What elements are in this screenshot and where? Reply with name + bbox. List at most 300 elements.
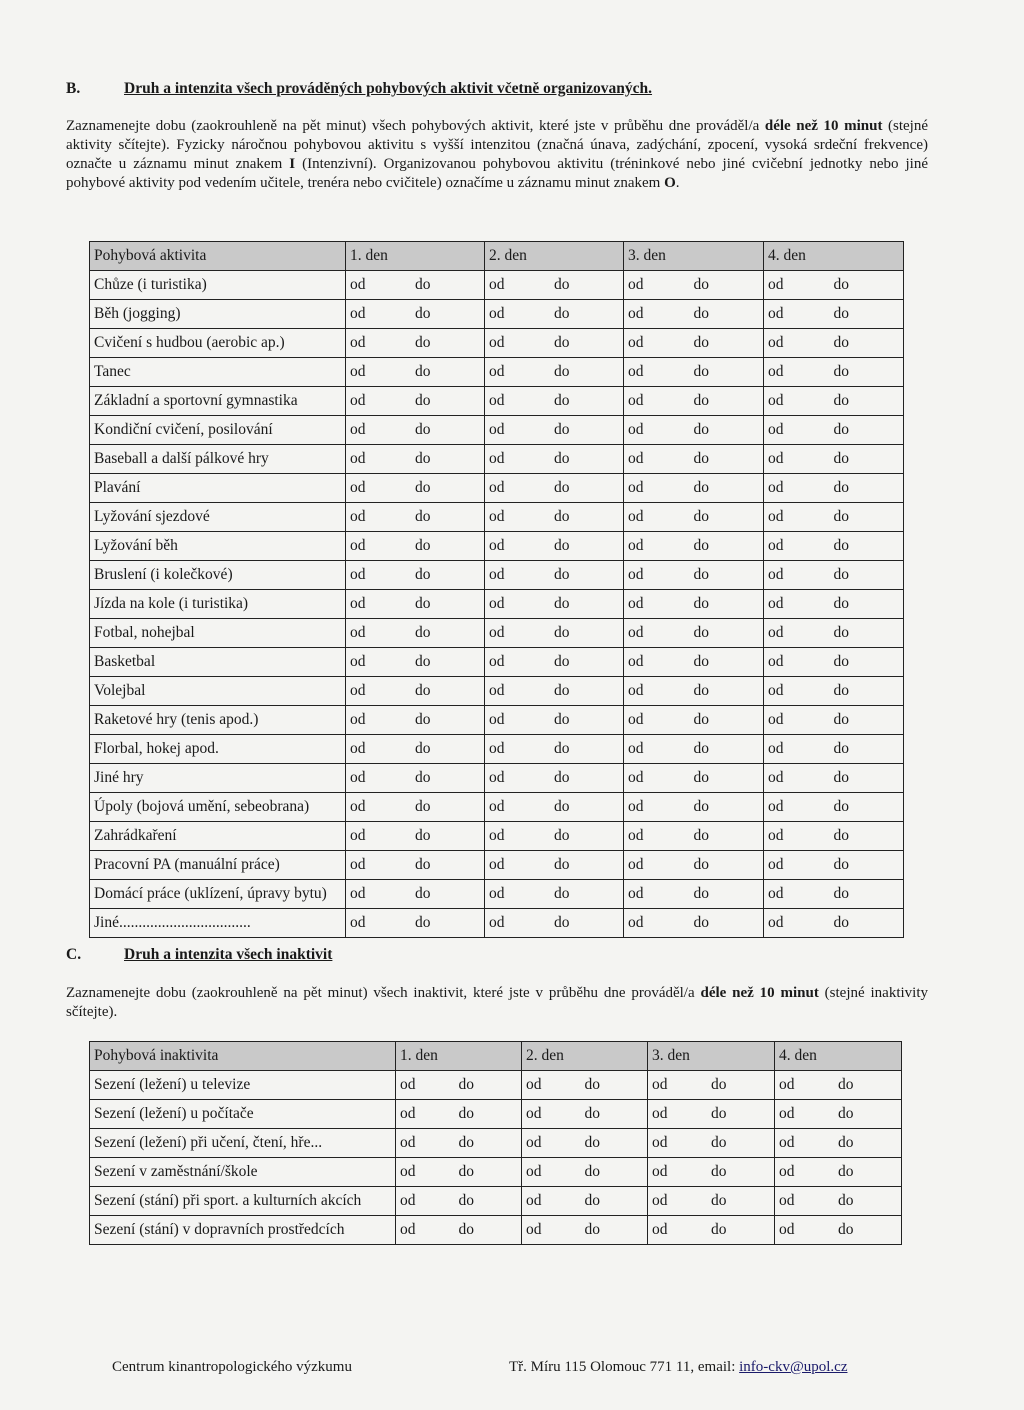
time-entry-day-3[interactable] xyxy=(624,764,764,793)
time-entry-day-4[interactable] xyxy=(764,909,904,938)
to-label: do xyxy=(833,827,849,844)
time-entry-day-3[interactable] xyxy=(624,358,764,387)
to-label: do xyxy=(711,1105,727,1122)
table-row xyxy=(90,909,904,938)
time-entry-day-2[interactable] xyxy=(522,1129,648,1158)
time-entry-day-1[interactable] xyxy=(396,1129,522,1158)
to-label: do xyxy=(554,653,570,670)
from-label: od xyxy=(526,1163,542,1180)
time-entry-day-2[interactable] xyxy=(485,271,624,300)
from-label: od xyxy=(628,392,644,409)
column-header-activity: Pohybová aktivita xyxy=(90,242,346,271)
from-label: od xyxy=(779,1076,795,1093)
time-entry-day-2[interactable] xyxy=(485,677,624,706)
from-label: od xyxy=(489,856,505,873)
time-entry-day-3[interactable] xyxy=(648,1071,775,1100)
from-label: od xyxy=(768,421,784,438)
to-label: do xyxy=(693,682,709,699)
table-row xyxy=(90,735,904,764)
to-label: do xyxy=(554,711,570,728)
time-entry-day-4[interactable] xyxy=(764,880,904,909)
to-label: do xyxy=(554,595,570,612)
time-entry-day-3[interactable] xyxy=(624,909,764,938)
from-label: od xyxy=(350,711,366,728)
to-label: do xyxy=(693,334,709,351)
to-label: do xyxy=(833,450,849,467)
to-label: do xyxy=(693,421,709,438)
time-entry-day-4[interactable] xyxy=(764,822,904,851)
time-entry-day-3[interactable] xyxy=(624,735,764,764)
time-entry-day-1[interactable] xyxy=(346,532,485,561)
section-c-title: Druh a intenzita všech inaktivit xyxy=(124,946,333,963)
to-label: do xyxy=(415,798,431,815)
to-label: do xyxy=(833,479,849,496)
from-label: od xyxy=(350,363,366,380)
from-label: od xyxy=(526,1192,542,1209)
activity-table xyxy=(89,241,904,938)
time-entry-day-1[interactable] xyxy=(396,1187,522,1216)
time-entry-day-4[interactable] xyxy=(764,590,904,619)
to-label: do xyxy=(693,740,709,757)
time-entry-day-2[interactable] xyxy=(485,706,624,735)
to-label: do xyxy=(833,682,849,699)
time-entry-day-4[interactable] xyxy=(764,300,904,329)
from-label: od xyxy=(768,769,784,786)
time-entry-day-4[interactable] xyxy=(764,851,904,880)
time-entry-day-2[interactable] xyxy=(522,1187,648,1216)
time-entry-day-3[interactable] xyxy=(624,590,764,619)
time-entry-day-1[interactable] xyxy=(346,590,485,619)
time-entry-day-2[interactable] xyxy=(485,822,624,851)
to-label: do xyxy=(833,769,849,786)
time-entry-day-2[interactable] xyxy=(485,793,624,822)
row-label: Sezení (stání) při sport. a kulturních akcích xyxy=(90,1187,396,1216)
time-entry-day-4[interactable] xyxy=(764,503,904,532)
time-entry-day-2[interactable] xyxy=(485,387,624,416)
column-header-day-4: 4. den xyxy=(775,1042,902,1071)
row-label: Lyžování běh xyxy=(90,532,346,561)
time-entry-day-3[interactable] xyxy=(624,329,764,358)
to-label: do xyxy=(415,508,431,525)
time-entry-day-1[interactable] xyxy=(396,1100,522,1129)
time-entry-day-1[interactable] xyxy=(346,271,485,300)
time-entry-day-3[interactable] xyxy=(624,561,764,590)
from-label: od xyxy=(628,479,644,496)
time-entry-day-2[interactable] xyxy=(485,474,624,503)
table-row xyxy=(90,1216,902,1245)
time-entry-day-3[interactable] xyxy=(624,271,764,300)
time-entry-day-1[interactable] xyxy=(346,445,485,474)
from-label: od xyxy=(350,305,366,322)
from-label: od xyxy=(628,798,644,815)
time-entry-day-2[interactable] xyxy=(522,1158,648,1187)
from-label: od xyxy=(768,363,784,380)
to-label: do xyxy=(458,1192,474,1209)
from-label: od xyxy=(489,653,505,670)
time-entry-day-1[interactable] xyxy=(346,300,485,329)
column-header-day-2: 2. den xyxy=(485,242,624,271)
time-entry-day-2[interactable] xyxy=(485,532,624,561)
to-label: do xyxy=(554,914,570,931)
time-entry-day-1[interactable] xyxy=(346,387,485,416)
table-row xyxy=(90,300,904,329)
from-label: od xyxy=(489,711,505,728)
row-label: Jiné hry xyxy=(90,764,346,793)
column-header-day-3: 3. den xyxy=(648,1042,775,1071)
from-label: od xyxy=(628,653,644,670)
time-entry-day-2[interactable] xyxy=(522,1071,648,1100)
from-label: od xyxy=(489,827,505,844)
time-entry-day-1[interactable] xyxy=(346,706,485,735)
from-label: od xyxy=(779,1192,795,1209)
time-entry-day-4[interactable] xyxy=(775,1216,902,1245)
section-b-intro-bold: I xyxy=(289,156,296,172)
row-label: Lyžování sjezdové xyxy=(90,503,346,532)
to-label: do xyxy=(415,914,431,931)
time-entry-day-4[interactable] xyxy=(764,474,904,503)
to-label: do xyxy=(554,479,570,496)
to-label: do xyxy=(554,566,570,583)
time-entry-day-1[interactable] xyxy=(396,1158,522,1187)
time-entry-day-1[interactable] xyxy=(396,1216,522,1245)
time-entry-day-1[interactable] xyxy=(346,648,485,677)
row-label: Baseball a další pálkové hry xyxy=(90,445,346,474)
to-label: do xyxy=(693,392,709,409)
time-entry-day-2[interactable] xyxy=(485,619,624,648)
time-entry-day-1[interactable] xyxy=(346,416,485,445)
to-label: do xyxy=(693,363,709,380)
to-label: do xyxy=(584,1221,600,1238)
to-label: do xyxy=(833,740,849,757)
time-entry-day-2[interactable] xyxy=(485,358,624,387)
from-label: od xyxy=(489,537,505,554)
to-label: do xyxy=(584,1163,600,1180)
to-label: do xyxy=(415,827,431,844)
time-entry-day-3[interactable] xyxy=(624,474,764,503)
table-row xyxy=(90,648,904,677)
from-label: od xyxy=(628,508,644,525)
table-row xyxy=(90,329,904,358)
time-entry-day-3[interactable] xyxy=(648,1216,775,1245)
time-entry-day-2[interactable] xyxy=(485,764,624,793)
section-b-instructions xyxy=(66,117,928,193)
from-label: od xyxy=(779,1105,795,1122)
to-label: do xyxy=(554,392,570,409)
table-row xyxy=(90,561,904,590)
time-entry-day-1[interactable] xyxy=(346,851,485,880)
time-entry-day-3[interactable] xyxy=(624,677,764,706)
time-entry-day-1[interactable] xyxy=(396,1071,522,1100)
from-label: od xyxy=(489,508,505,525)
time-entry-day-1[interactable] xyxy=(346,561,485,590)
table-row xyxy=(90,880,904,909)
time-entry-day-1[interactable] xyxy=(346,619,485,648)
time-entry-day-1[interactable] xyxy=(346,822,485,851)
to-label: do xyxy=(554,276,570,293)
from-label: od xyxy=(489,450,505,467)
time-entry-day-4[interactable] xyxy=(764,358,904,387)
to-label: do xyxy=(833,798,849,815)
to-label: do xyxy=(415,740,431,757)
time-entry-day-4[interactable] xyxy=(775,1100,902,1129)
to-label: do xyxy=(554,769,570,786)
row-label: Raketové hry (tenis apod.) xyxy=(90,706,346,735)
time-entry-day-1[interactable] xyxy=(346,474,485,503)
time-entry-day-3[interactable] xyxy=(624,300,764,329)
time-entry-day-3[interactable] xyxy=(624,445,764,474)
row-label: Pracovní PA (manuální práce) xyxy=(90,851,346,880)
from-label: od xyxy=(350,653,366,670)
section-b-intro-bold: O xyxy=(664,175,676,191)
time-entry-day-3[interactable] xyxy=(648,1187,775,1216)
time-entry-day-3[interactable] xyxy=(624,880,764,909)
to-label: do xyxy=(415,479,431,496)
from-label: od xyxy=(628,334,644,351)
row-label: Tanec xyxy=(90,358,346,387)
from-label: od xyxy=(400,1134,416,1151)
row-label: Zahrádkaření xyxy=(90,822,346,851)
time-entry-day-1[interactable] xyxy=(346,880,485,909)
time-entry-day-4[interactable] xyxy=(764,561,904,590)
row-label: Sezení (stání) v dopravních prostředcích xyxy=(90,1216,396,1245)
to-label: do xyxy=(711,1192,727,1209)
from-label: od xyxy=(768,537,784,554)
table-row xyxy=(90,532,904,561)
table-row xyxy=(90,387,904,416)
from-label: od xyxy=(489,421,505,438)
time-entry-day-3[interactable] xyxy=(624,851,764,880)
column-header-day-2: 2. den xyxy=(522,1042,648,1071)
time-entry-day-2[interactable] xyxy=(522,1100,648,1129)
time-entry-day-1[interactable] xyxy=(346,735,485,764)
to-label: do xyxy=(415,711,431,728)
time-entry-day-1[interactable] xyxy=(346,503,485,532)
table-row xyxy=(90,1129,902,1158)
to-label: do xyxy=(554,798,570,815)
time-entry-day-2[interactable] xyxy=(485,503,624,532)
from-label: od xyxy=(628,421,644,438)
row-label: Sezení (ležení) u televize xyxy=(90,1071,396,1100)
time-entry-day-1[interactable] xyxy=(346,793,485,822)
from-label: od xyxy=(628,856,644,873)
to-label: do xyxy=(415,537,431,554)
to-label: do xyxy=(415,392,431,409)
from-label: od xyxy=(526,1221,542,1238)
section-b-intro-text: (Intenzivní). Organizovanou pohybovou aktivitu (tréninkové nebo jiné cvičební jednotky nebo jiné pohybové aktivity pod vedením učitele, trenéra nebo cvičitele) označíme u záznamu minut znakem xyxy=(66,156,928,191)
from-label: od xyxy=(489,885,505,902)
time-entry-day-4[interactable] xyxy=(764,329,904,358)
section-b-intro-text: (stejné aktivity sčítejte). Fyzicky náročnou pohybovou aktivitu s vyšší intenzitou (značná únava, zadýchání, zpocení, vysoká srdeční frekvence) označte u záznamu minut znakem xyxy=(66,118,928,172)
time-entry-day-4[interactable] xyxy=(764,532,904,561)
time-entry-day-3[interactable] xyxy=(648,1129,775,1158)
time-entry-day-4[interactable] xyxy=(764,648,904,677)
column-header-day-4: 4. den xyxy=(764,242,904,271)
from-label: od xyxy=(489,595,505,612)
time-entry-day-1[interactable] xyxy=(346,677,485,706)
to-label: do xyxy=(693,711,709,728)
time-entry-day-2[interactable] xyxy=(485,416,624,445)
from-label: od xyxy=(628,363,644,380)
from-label: od xyxy=(489,479,505,496)
time-entry-day-4[interactable] xyxy=(775,1129,902,1158)
time-entry-day-3[interactable] xyxy=(624,706,764,735)
from-label: od xyxy=(628,769,644,786)
column-header-day-1: 1. den xyxy=(346,242,485,271)
from-label: od xyxy=(489,798,505,815)
to-label: do xyxy=(711,1221,727,1238)
from-label: od xyxy=(350,450,366,467)
table-row xyxy=(90,822,904,851)
to-label: do xyxy=(415,624,431,641)
to-label: do xyxy=(838,1192,854,1209)
section-c-instructions xyxy=(66,984,928,1022)
to-label: do xyxy=(838,1105,854,1122)
from-label: od xyxy=(489,914,505,931)
from-label: od xyxy=(350,682,366,699)
time-entry-day-4[interactable] xyxy=(764,271,904,300)
from-label: od xyxy=(350,508,366,525)
from-label: od xyxy=(489,392,505,409)
column-header-day-1: 1. den xyxy=(396,1042,522,1071)
from-label: od xyxy=(652,1192,668,1209)
row-label: Chůze (i turistika) xyxy=(90,271,346,300)
to-label: do xyxy=(693,305,709,322)
to-label: do xyxy=(693,479,709,496)
from-label: od xyxy=(652,1134,668,1151)
from-label: od xyxy=(779,1134,795,1151)
to-label: do xyxy=(415,653,431,670)
time-entry-day-2[interactable] xyxy=(485,300,624,329)
from-label: od xyxy=(768,595,784,612)
to-label: do xyxy=(693,508,709,525)
time-entry-day-4[interactable] xyxy=(764,735,904,764)
to-label: do xyxy=(833,856,849,873)
to-label: do xyxy=(838,1076,854,1093)
row-label: Úpoly (bojová umění, sebeobrana) xyxy=(90,793,346,822)
time-entry-day-4[interactable] xyxy=(775,1158,902,1187)
from-label: od xyxy=(628,914,644,931)
time-entry-day-3[interactable] xyxy=(624,822,764,851)
to-label: do xyxy=(415,363,431,380)
from-label: od xyxy=(779,1221,795,1238)
from-label: od xyxy=(350,537,366,554)
table-row xyxy=(90,851,904,880)
time-entry-day-3[interactable] xyxy=(624,387,764,416)
time-entry-day-3[interactable] xyxy=(624,416,764,445)
to-label: do xyxy=(415,856,431,873)
from-label: od xyxy=(350,827,366,844)
section-c-intro-text: (stejné inaktivity sčítejte). xyxy=(66,985,929,1020)
time-entry-day-2[interactable] xyxy=(485,445,624,474)
inactivity-table xyxy=(89,1041,902,1245)
time-entry-day-3[interactable] xyxy=(624,793,764,822)
from-label: od xyxy=(350,856,366,873)
footer-email-link[interactable]: info-ckv@upol.cz xyxy=(739,1359,848,1375)
from-label: od xyxy=(652,1221,668,1238)
row-label: Plavání xyxy=(90,474,346,503)
to-label: do xyxy=(554,363,570,380)
time-entry-day-2[interactable] xyxy=(485,329,624,358)
time-entry-day-4[interactable] xyxy=(764,793,904,822)
time-entry-day-3[interactable] xyxy=(648,1158,775,1187)
time-entry-day-3[interactable] xyxy=(624,503,764,532)
time-entry-day-4[interactable] xyxy=(775,1071,902,1100)
time-entry-day-2[interactable] xyxy=(485,648,624,677)
table-row xyxy=(90,445,904,474)
to-label: do xyxy=(458,1163,474,1180)
from-label: od xyxy=(489,769,505,786)
time-entry-day-2[interactable] xyxy=(522,1216,648,1245)
to-label: do xyxy=(554,334,570,351)
to-label: do xyxy=(693,914,709,931)
time-entry-day-4[interactable] xyxy=(764,387,904,416)
from-label: od xyxy=(350,740,366,757)
to-label: do xyxy=(415,276,431,293)
time-entry-day-1[interactable] xyxy=(346,909,485,938)
from-label: od xyxy=(652,1076,668,1093)
time-entry-day-3[interactable] xyxy=(648,1100,775,1129)
footer-address-text: Tř. Míru 115 Olomouc 771 11, xyxy=(509,1359,698,1375)
from-label: od xyxy=(400,1105,416,1122)
from-label: od xyxy=(489,624,505,641)
to-label: do xyxy=(554,740,570,757)
time-entry-day-2[interactable] xyxy=(485,735,624,764)
row-label: Sezení v zaměstnání/škole xyxy=(90,1158,396,1187)
time-entry-day-4[interactable] xyxy=(764,445,904,474)
time-entry-day-4[interactable] xyxy=(764,764,904,793)
time-entry-day-1[interactable] xyxy=(346,764,485,793)
from-label: od xyxy=(400,1192,416,1209)
row-label: Sezení (ležení) při učení, čtení, hře... xyxy=(90,1129,396,1158)
time-entry-day-1[interactable] xyxy=(346,358,485,387)
table-header-row xyxy=(90,242,904,271)
to-label: do xyxy=(415,566,431,583)
from-label: od xyxy=(768,653,784,670)
from-label: od xyxy=(400,1163,416,1180)
to-label: do xyxy=(415,305,431,322)
to-label: do xyxy=(833,363,849,380)
to-label: do xyxy=(415,769,431,786)
to-label: do xyxy=(693,624,709,641)
time-entry-day-2[interactable] xyxy=(485,561,624,590)
from-label: od xyxy=(489,276,505,293)
time-entry-day-2[interactable] xyxy=(485,851,624,880)
time-entry-day-3[interactable] xyxy=(624,648,764,677)
time-entry-day-1[interactable] xyxy=(346,329,485,358)
row-label: Fotbal, nohejbal xyxy=(90,619,346,648)
table-row xyxy=(90,1071,902,1100)
to-label: do xyxy=(833,566,849,583)
time-entry-day-3[interactable] xyxy=(624,532,764,561)
from-label: od xyxy=(768,392,784,409)
from-label: od xyxy=(768,827,784,844)
column-header-activity: Pohybová inaktivita xyxy=(90,1042,396,1071)
time-entry-day-2[interactable] xyxy=(485,590,624,619)
time-entry-day-2[interactable] xyxy=(485,880,624,909)
table-row xyxy=(90,503,904,532)
column-header-day-3: 3. den xyxy=(624,242,764,271)
time-entry-day-2[interactable] xyxy=(485,909,624,938)
from-label: od xyxy=(628,450,644,467)
time-entry-day-4[interactable] xyxy=(775,1187,902,1216)
time-entry-day-4[interactable] xyxy=(764,706,904,735)
to-label: do xyxy=(584,1134,600,1151)
time-entry-day-4[interactable] xyxy=(764,416,904,445)
time-entry-day-3[interactable] xyxy=(624,619,764,648)
time-entry-day-4[interactable] xyxy=(764,677,904,706)
footer-organization: Centrum kinantropologického výzkumu xyxy=(112,1359,352,1375)
time-entry-day-4[interactable] xyxy=(764,619,904,648)
